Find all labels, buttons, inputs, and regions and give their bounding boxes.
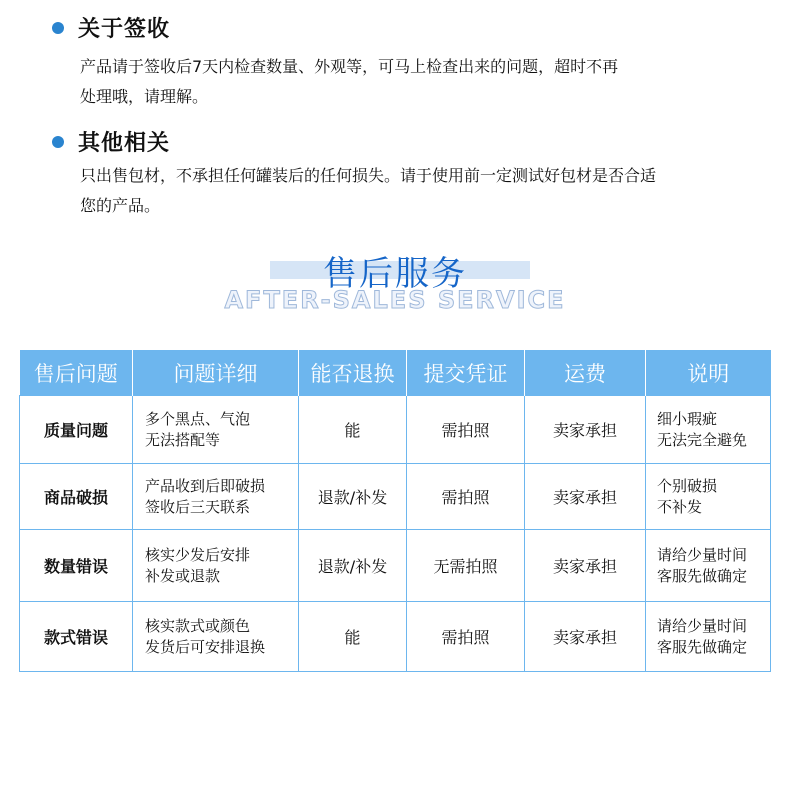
section-text-line: 只出售包材，不承担任何罐装后的任何损失。请于使用前一定测试好包材是否合适 xyxy=(80,166,657,185)
column-header: 问题详细 xyxy=(133,350,299,396)
note-cell xyxy=(646,602,771,672)
note-line: 客服先做确定 xyxy=(657,637,748,656)
detail-cell xyxy=(133,530,299,602)
issue-cell: 商品破损 xyxy=(20,464,133,530)
note-cell xyxy=(646,530,771,602)
detail-line: 发货后可安排退换 xyxy=(145,637,266,656)
detail-line: 核实少发后安排 xyxy=(145,545,251,564)
section-heading-other xyxy=(52,126,170,157)
refund-cell: 退款/补发 xyxy=(299,464,407,530)
proof-cell: 需拍照 xyxy=(407,396,525,464)
note-cell xyxy=(646,396,771,464)
section-text-line: 处理哦，请理解。 xyxy=(80,87,209,106)
note-cell xyxy=(646,464,771,530)
detail-line: 补发或退款 xyxy=(145,566,221,585)
proof-cell: 需拍照 xyxy=(407,602,525,672)
table-row xyxy=(20,602,771,672)
detail-line: 产品收到后即破损 xyxy=(145,476,266,495)
shipping-cell: 卖家承担 xyxy=(525,464,646,530)
shipping-cell: 卖家承担 xyxy=(525,396,646,464)
column-header: 运费 xyxy=(525,350,646,396)
table-header-row xyxy=(20,350,771,396)
proof-cell: 需拍照 xyxy=(407,464,525,530)
issue-cell: 质量问题 xyxy=(20,396,133,464)
table-row xyxy=(20,530,771,602)
column-header: 提交凭证 xyxy=(407,350,525,396)
note-line: 无法完全避免 xyxy=(657,430,748,449)
section-text-signing xyxy=(80,52,780,112)
shipping-cell: 卖家承担 xyxy=(525,530,646,602)
detail-line: 无法搭配等 xyxy=(145,430,221,449)
after-sales-table xyxy=(19,350,771,672)
note-line: 请给少量时间 xyxy=(657,616,748,635)
note-line: 请给少量时间 xyxy=(657,545,748,564)
detail-line: 多个黑点、气泡 xyxy=(145,409,251,428)
section-heading-signing xyxy=(52,12,170,43)
section-text-other xyxy=(80,161,780,221)
service-title: 售后服务 xyxy=(323,254,467,294)
issue-cell: 款式错误 xyxy=(20,602,133,672)
service-subtitle: AFTER-SALES SERVICE xyxy=(224,286,566,314)
note-line: 不补发 xyxy=(657,497,703,516)
refund-cell: 能 xyxy=(299,602,407,672)
column-header: 售后问题 xyxy=(20,350,133,396)
detail-cell xyxy=(133,464,299,530)
detail-cell xyxy=(133,396,299,464)
column-header: 能否退换 xyxy=(299,350,407,396)
issue-cell: 数量错误 xyxy=(20,530,133,602)
detail-line: 签收后三天联系 xyxy=(145,497,251,516)
refund-cell: 退款/补发 xyxy=(299,530,407,602)
bullet-dot-icon xyxy=(52,136,64,148)
table-row xyxy=(20,464,771,530)
note-line: 客服先做确定 xyxy=(657,566,748,585)
bullet-dot-icon xyxy=(52,22,64,34)
section-text-line: 您的产品。 xyxy=(80,196,161,215)
section-title: 其他相关 xyxy=(78,131,171,156)
note-line: 个别破损 xyxy=(657,476,718,495)
detail-line: 核实款式或颜色 xyxy=(145,616,251,635)
proof-cell: 无需拍照 xyxy=(407,530,525,602)
table-row xyxy=(20,396,771,464)
section-text-line: 产品请于签收后7天内检查数量、外观等，可马上检查出来的问题，超时不再 xyxy=(80,57,619,76)
section-title: 关于签收 xyxy=(78,17,171,42)
refund-cell: 能 xyxy=(299,396,407,464)
shipping-cell: 卖家承担 xyxy=(525,602,646,672)
detail-cell xyxy=(133,602,299,672)
note-line: 细小瑕疵 xyxy=(657,409,718,428)
column-header: 说明 xyxy=(646,350,771,396)
